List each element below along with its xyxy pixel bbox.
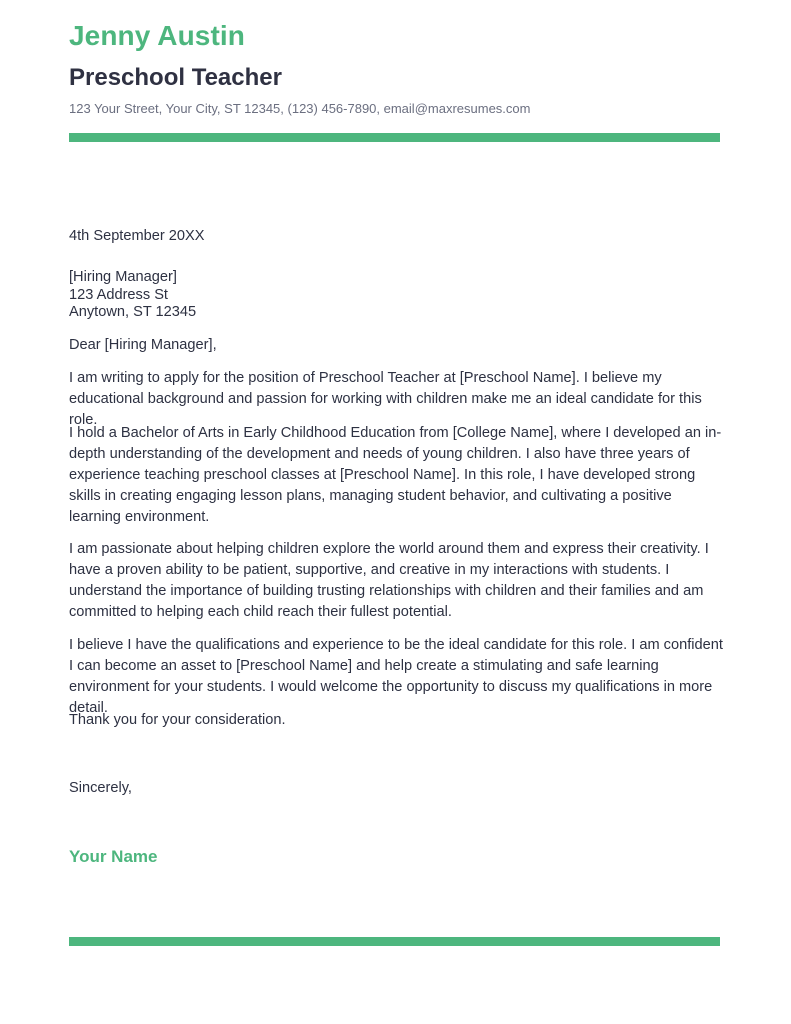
closing: Sincerely,	[69, 780, 132, 796]
recipient-name: [Hiring Manager]	[69, 269, 177, 285]
paragraph-thanks: Thank you for your consideration.	[69, 712, 286, 728]
salutation: Dear [Hiring Manager],	[69, 337, 217, 353]
recipient-address	[69, 269, 724, 322]
footer-divider-bar	[69, 937, 720, 946]
paragraph-qualifications: I believe I have the qualifications and experience to be the ideal candidate for this role. I am confident I can become an asset to [Preschool Name] and help create a stimulating and safe learning environment for your students. I would welcome the opportunity to discuss my qualifications in more detail.	[69, 637, 723, 716]
signature-name: Your Name	[69, 847, 158, 866]
letter-date: 4th September 20XX	[69, 228, 205, 244]
applicant-name: Jenny Austin	[69, 20, 245, 51]
recipient-street: 123 Address St	[69, 286, 168, 303]
paragraph-intro: I am writing to apply for the position of Preschool Teacher at [Preschool Name]. I believe my educational background and passion for working with children make me an ideal candidate for this role.	[69, 370, 702, 428]
paragraph-education: I hold a Bachelor of Arts in Early Childhood Education from [College Name], where I developed an in-depth understanding of the development and needs of young children. I also have three years of experience teaching preschool classes at [Preschool Name]. In this role, I have developed strong skills in creating engaging lesson plans, managing student behavior, and cultivating a positive learning environment.	[69, 425, 722, 525]
header-divider-bar	[69, 133, 720, 142]
recipient-city: Anytown, ST 12345	[69, 304, 197, 320]
job-title: Preschool Teacher	[69, 64, 282, 91]
contact-info: 123 Your Street, Your City, ST 12345, (123) 456-7890, email@maxresumes.com	[69, 101, 531, 116]
paragraph-passion: I am passionate about helping children explore the world around them and express their creativity. I have a proven ability to be patient, supportive, and creative in my interactions with students. I understand the importance of building trusting relationships with children and their families and am committed to helping each child reach their fullest potential.	[69, 541, 709, 620]
